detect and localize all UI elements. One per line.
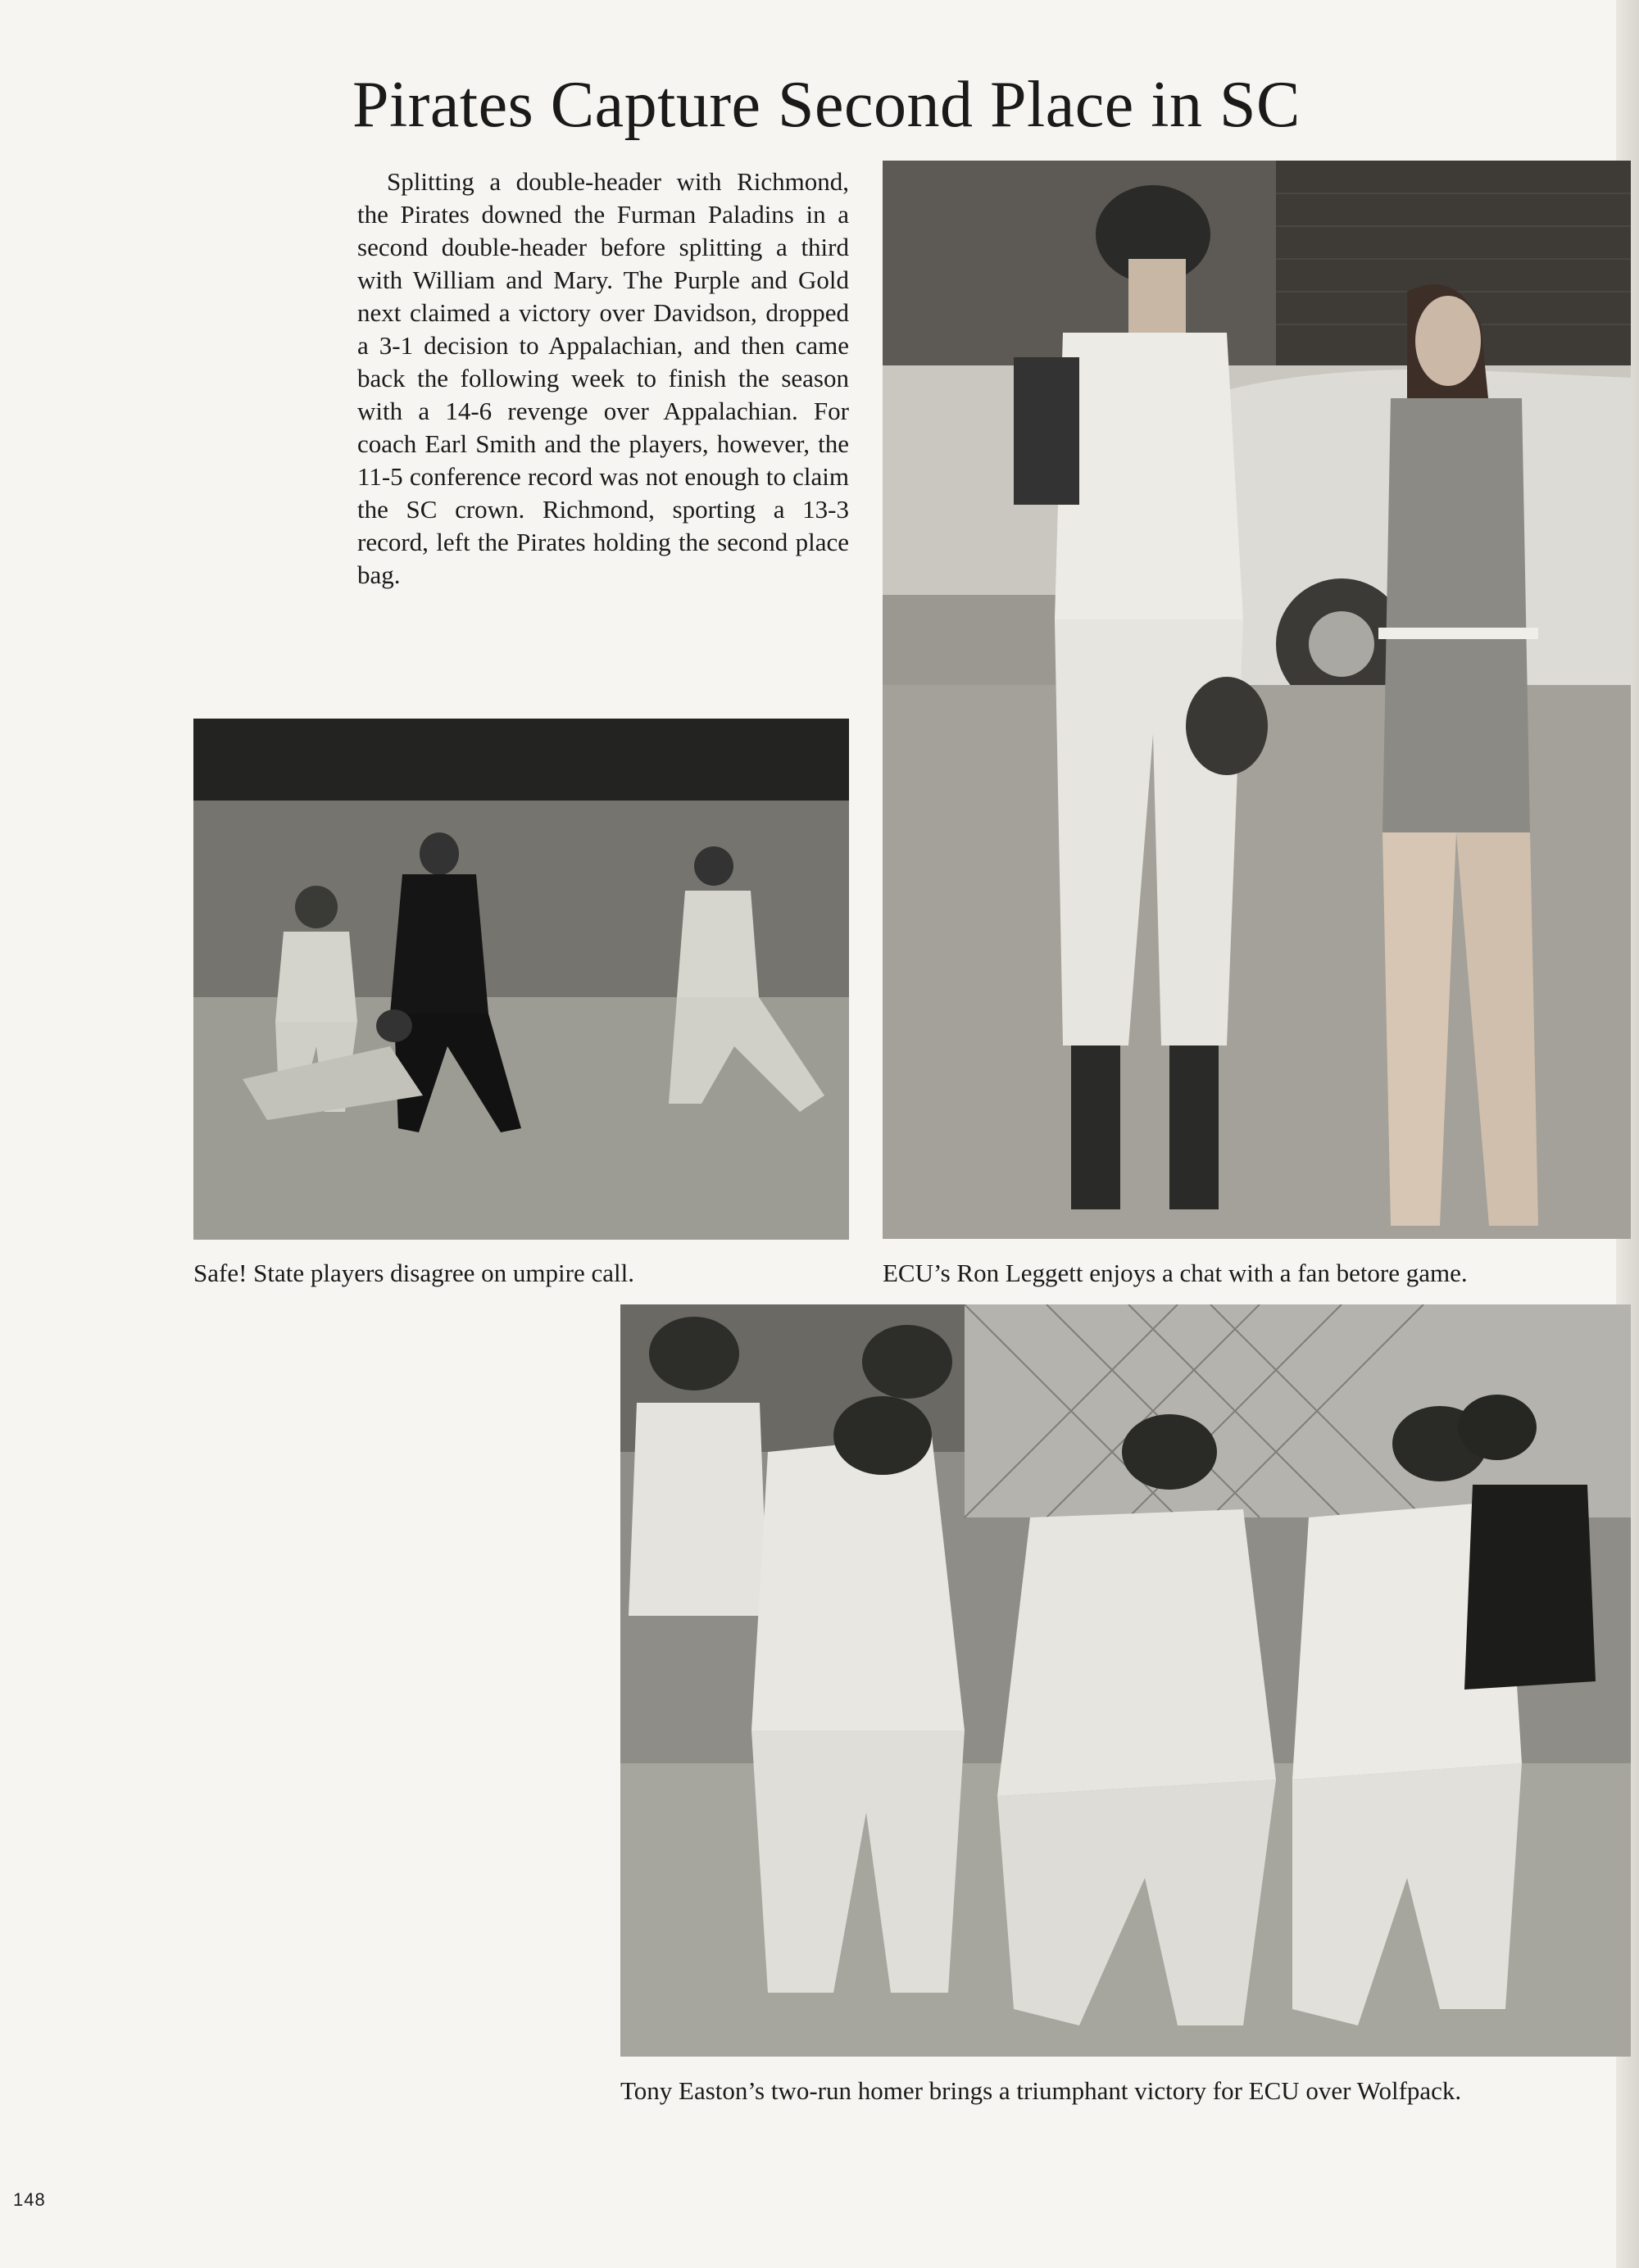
caption-leggett: ECU’s Ron Leggett enjoys a chat with a fan betore game. — [883, 1259, 1468, 1287]
photo-leggett-and-fan — [883, 161, 1631, 1239]
caption-easton: Tony Easton’s two-run homer brings a triumphant victory for ECU over Wolfpack. — [620, 2076, 1462, 2105]
photo-celebration-illustration — [620, 1304, 1631, 2057]
article-body: Splitting a double-header with Richmond, the Pirates downed the Furman Paladins in a second double-header before splitting a third with William and Mary. The Purple and Gold next claimed a victory over Davidson, dropped a 3-1 decision to Appalachian, and then came back the following week to finish the season with a 14-6 revenge over Appalachian. For coach Earl Smith and the players, however, the 11-5 conference record was not enough to claim the SC crown. Richmond, sporting a 13-3 record, left the Pirates holding the second place bag. — [357, 167, 849, 589]
photo-easton-celebration — [620, 1304, 1631, 2057]
photo-safe-call — [193, 719, 849, 1240]
page-number: 148 — [13, 2189, 46, 2210]
photo-safe-call-illustration — [193, 719, 849, 1240]
caption-safe-call: Safe! State players disagree on umpire call. — [193, 1259, 634, 1287]
page-title: Pirates Capture Second Place in SC — [352, 69, 1301, 141]
photo-leggett-illustration — [883, 161, 1631, 1239]
